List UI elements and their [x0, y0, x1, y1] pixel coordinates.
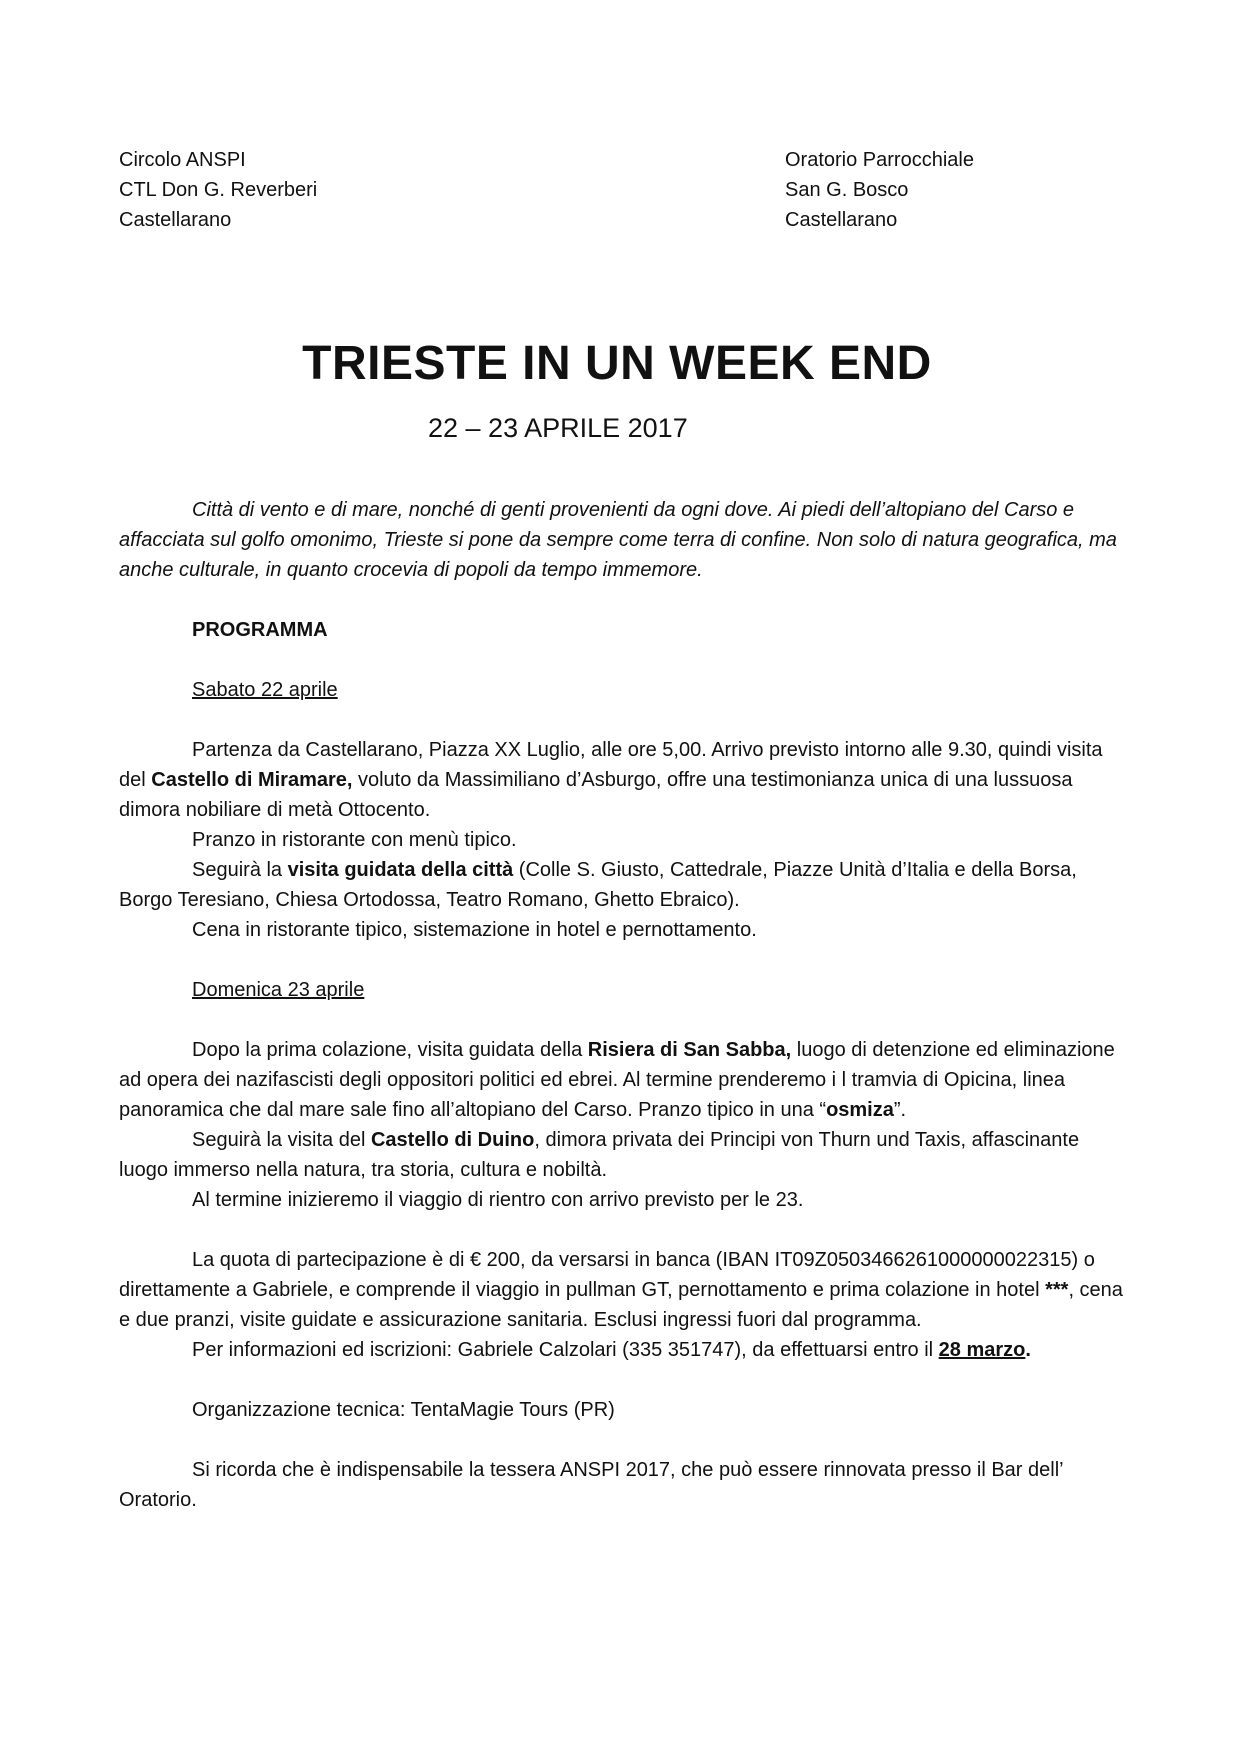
header-left-line: Castellarano: [119, 209, 232, 231]
text-run: , cena e due pranzi, visite guidate e assicurazione sanitaria. Esclusi ingressi fuori dal programma.: [119, 1279, 1123, 1331]
spacer: [119, 1005, 1129, 1035]
document-body: [119, 495, 1129, 1515]
organizzazione-paragraph: Organizzazione tecnica: TentaMagie Tours (PR): [192, 1399, 615, 1421]
text-run: Seguirà la visita del: [192, 1129, 371, 1151]
programma-heading: PROGRAMMA: [192, 619, 328, 641]
spacer: [119, 1215, 1129, 1245]
bold-text: Castello di Duino: [370, 1129, 535, 1151]
day2-heading: Domenica 23 aprile: [192, 979, 365, 1001]
header-right-line: Castellarano: [785, 209, 898, 231]
bold-text: .: [1025, 1339, 1031, 1361]
intro-paragraph: Città di vento e di mare, nonché di genti provenienti da ogni dove. Ai piedi dell’altopiano del Carso e affacciata sul golfo omonimo, Trieste si pone da sempre come terra di confine. Non solo di natura geografica, ma anche culturale, in quanto crocevia di popoli da tempo immemore.: [119, 499, 1117, 581]
day1-paragraph-4: Cena in ristorante tipico, sistemazione in hotel e pernottamento.: [192, 919, 757, 941]
text-run: (Colle S. Giusto, Cattedrale, Piazze Unità d’Italia e della Borsa, Borgo Teresiano, Chiesa Ortodossa, Teatro Romano, Ghetto Ebraico).: [119, 859, 1077, 911]
header-left: [119, 145, 317, 235]
bold-text: osmiza: [826, 1099, 894, 1121]
header-left-line: CTL Don G. Reverberi: [119, 179, 318, 201]
text-run: Partenza da Castellarano, Piazza XX Luglio, alle ore 5,00. Arrivo previsto intorno alle 9.30, quindi visita del: [119, 739, 1103, 791]
day2-paragraph-1: [119, 1035, 1129, 1125]
document-title: [0, 334, 1240, 394]
header-right-line: San G. Bosco: [785, 179, 909, 201]
spacer: [119, 1365, 1129, 1395]
text-run: La quota di partecipazione è di € 200, da versarsi in banca (IBAN IT09Z0503466261000000022315) o direttamente a Gabriele, e comprende il viaggio in pullman GT, pernottamento e prima colazione in hotel: [119, 1249, 1095, 1301]
day2-paragraph-2: [119, 1125, 1129, 1185]
event-dates: 22 – 23 APRILE 2017: [428, 413, 688, 443]
spacer: [119, 1425, 1129, 1455]
day1-paragraph-1: [119, 735, 1129, 825]
header-right-line: Oratorio Parrocchiale: [785, 149, 974, 171]
header-left-line: Circolo ANSPI: [119, 149, 246, 171]
text-run: Seguirà la: [192, 859, 288, 881]
day1-heading: Sabato 22 aprile: [192, 679, 338, 701]
bold-text: Risiera di San Sabba,: [587, 1039, 792, 1061]
text-run: Per informazioni ed iscrizioni: Gabriele Calzolari (335 351747), da effettuarsi entro il: [192, 1339, 939, 1361]
header-right: [785, 145, 974, 235]
day2-paragraph-3: Al termine inizieremo il viaggio di rientro con arrivo previsto per le 23.: [192, 1189, 804, 1211]
tessera-paragraph: Si ricorda che è indispensabile la tessera ANSPI 2017, che può essere rinnovata presso il Bar dell’ Oratorio.: [119, 1459, 1063, 1511]
text-run: Dopo la prima colazione, visita guidata della: [192, 1039, 588, 1061]
bold-text: visita guidata della città: [287, 859, 514, 881]
day1-paragraph-3: [119, 855, 1129, 915]
bold-text: Castello di Miramare,: [151, 769, 353, 791]
day1-paragraph-2: Pranzo in ristorante con menù tipico.: [192, 829, 517, 851]
text-run: voluto da Massimiliano d’Asburgo, offre una testimonianza unica di una lussuosa dimora nobiliare di metà Ottocento.: [119, 769, 1073, 821]
text-run: , dimora privata dei Principi von Thurn und Taxis, affascinante luogo immerso nella natura, tra storia, cultura e nobiltà.: [119, 1129, 1080, 1181]
bold-deadline: [939, 1339, 1026, 1361]
document-title-text: TRIESTE IN UN WEEK END: [302, 337, 932, 390]
quota-paragraph: [119, 1245, 1129, 1335]
spacer: [119, 705, 1129, 735]
text-run: luogo di detenzione ed eliminazione ad opera dei nazifascisti degli oppositori politici ed ebrei. Al termine prenderemo i l tramvia di Opicina, linea panoramica che dal mare sale fino all’altopiano del Carso. Pranzo tipico in una “: [119, 1039, 1115, 1121]
deadline-date: 28 marzo: [938, 1339, 1026, 1361]
iscrizioni-paragraph: [119, 1335, 1129, 1365]
bold-text: ***: [1045, 1279, 1069, 1301]
text-run: ”.: [893, 1099, 907, 1121]
